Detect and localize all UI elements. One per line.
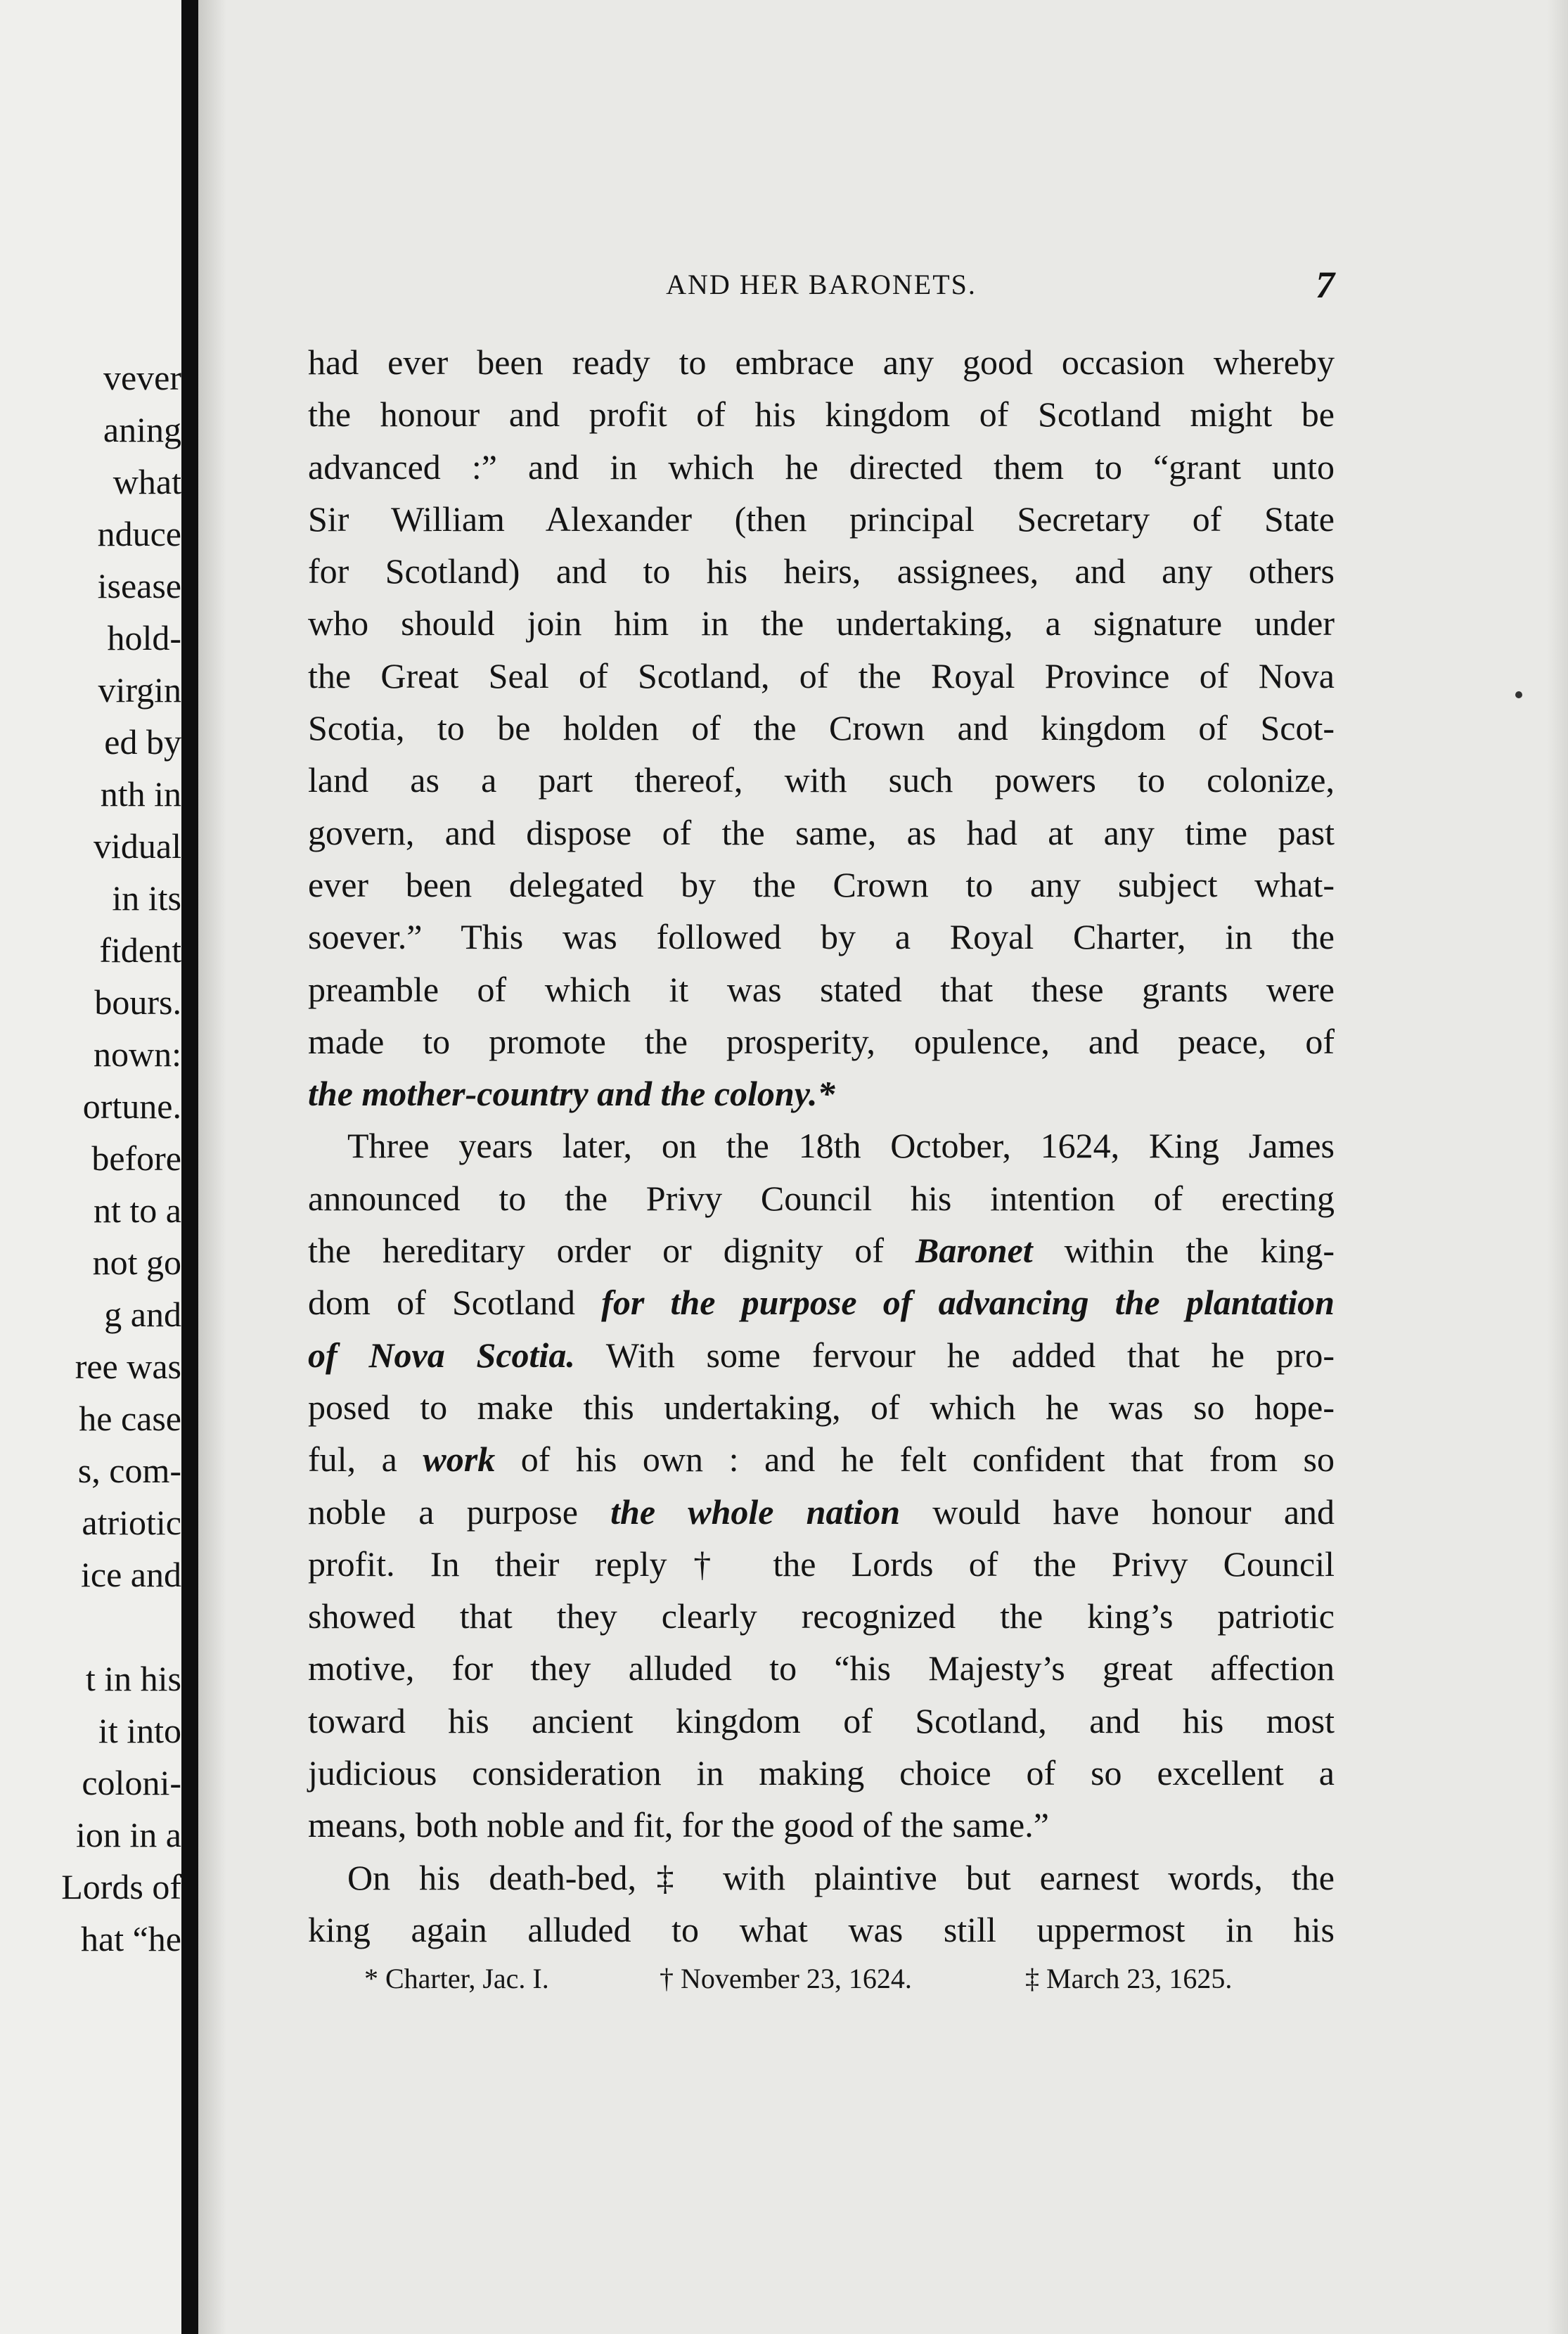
footnote-charter: * Charter, Jac. I. bbox=[364, 1963, 549, 1994]
facing-page-line: bours. bbox=[94, 982, 181, 1022]
text-line: the Great Seal of Scotland, of the Royal Province of Nova bbox=[308, 655, 1335, 695]
page-body bbox=[308, 336, 1335, 1956]
gutter-shadow bbox=[198, 0, 226, 2334]
facing-page-line: fident bbox=[99, 930, 181, 970]
book-gutter bbox=[181, 0, 198, 2334]
italic-phrase: the whole nation bbox=[610, 1492, 901, 1532]
page-speck bbox=[1515, 691, 1522, 698]
facing-page-line: g and bbox=[104, 1295, 181, 1334]
italic-phrase: of Nova Scotia. bbox=[308, 1335, 575, 1375]
text-run: With some fervour he added that he pro- bbox=[574, 1335, 1335, 1375]
facing-page-line: nduce bbox=[97, 514, 181, 553]
facing-page-line: coloni- bbox=[82, 1763, 181, 1802]
italic-phrase: work bbox=[423, 1439, 496, 1480]
facing-page-line: virgin bbox=[98, 670, 181, 710]
text-line: for Scotland) and to his heirs, assignees, and any others bbox=[308, 551, 1335, 591]
facing-page-line: nt to a bbox=[94, 1191, 181, 1230]
text-line: had ever been ready to embrace any good occasion whereby bbox=[308, 342, 1335, 382]
facing-page-line: aning bbox=[103, 410, 181, 449]
footnote-november: † November 23, 1624. bbox=[660, 1963, 912, 1994]
facing-page-line: ortune. bbox=[82, 1086, 181, 1126]
facing-page-line: isease bbox=[97, 566, 181, 605]
text-line: Scotia, to be holden of the Crown and kingdom of Scot- bbox=[308, 708, 1335, 748]
text-run: the hereditary order or dignity of bbox=[308, 1231, 915, 1271]
text-line: preamble of which it was stated that these grants were bbox=[308, 969, 1335, 1009]
text-line: ever been delegated by the Crown to any subject what- bbox=[308, 864, 1335, 904]
text-run: would have honour and bbox=[900, 1492, 1335, 1532]
paragraph-3 bbox=[308, 1852, 1335, 1956]
facing-page-line: it into bbox=[98, 1711, 181, 1750]
text-line: the honour and profit of his kingdom of Scotland might be bbox=[308, 395, 1335, 435]
text-line bbox=[308, 1224, 1335, 1276]
italic-phrase: the mother-country and the colony. bbox=[308, 1074, 818, 1114]
text-run: of his own : and he felt confident that from so bbox=[495, 1439, 1335, 1480]
text-run: noble a purpose bbox=[308, 1492, 611, 1532]
facing-page-line: atriotic bbox=[82, 1503, 181, 1542]
text-line bbox=[308, 1433, 1335, 1485]
text-line: who should join him in the undertaking, a signature under bbox=[308, 603, 1335, 643]
text-line: announced to the Privy Council his intention of erecting bbox=[308, 1178, 1335, 1218]
page-edge bbox=[1547, 0, 1568, 2334]
text-line: judicious consideration in making choice of so excellent a bbox=[308, 1753, 1335, 1793]
facing-page-line: ree was bbox=[75, 1347, 181, 1386]
facing-page-line: t in his bbox=[85, 1659, 181, 1698]
facing-page-line: nth in bbox=[100, 774, 181, 814]
text-line bbox=[308, 1486, 1335, 1538]
text-line bbox=[308, 1329, 1335, 1381]
text-run: within the king- bbox=[1032, 1231, 1335, 1271]
facing-page-line: not go bbox=[92, 1243, 181, 1282]
text-line bbox=[308, 1276, 1335, 1328]
text-line: profit. In their reply† the Lords of the Privy Council bbox=[308, 1544, 1335, 1584]
facing-page-line: in its bbox=[112, 878, 181, 918]
running-head bbox=[308, 257, 1335, 313]
facing-page-line: nown: bbox=[94, 1034, 181, 1074]
text-line: advanced :” and in which he directed them to “grant unto bbox=[308, 447, 1335, 487]
text-line: made to promote the prosperity, opulence, and peace, of bbox=[308, 1021, 1335, 1061]
text-line: toward his ancient kingdom of Scotland, and his most bbox=[308, 1700, 1335, 1740]
footnote-mark: * bbox=[817, 1074, 835, 1114]
text-line: Three years later, on the 18th October, 1624, King James bbox=[347, 1126, 1335, 1166]
facing-page-line: he case bbox=[79, 1399, 181, 1438]
footnotes bbox=[308, 1958, 1335, 2000]
facing-page-line: what bbox=[113, 462, 181, 501]
text-line: posed to make this undertaking, of which he was so hope- bbox=[308, 1387, 1335, 1427]
facing-page-line: Lords of bbox=[61, 1867, 181, 1906]
text-line: land as a part thereof, with such powers to colonize, bbox=[308, 760, 1335, 800]
text-line: means, both noble and fit, for the good of the same.” bbox=[308, 1805, 1049, 1845]
facing-page-line: vidual bbox=[94, 826, 181, 866]
running-title: AND HER BARONETS. bbox=[666, 269, 977, 300]
paragraph-1 bbox=[308, 336, 1335, 1120]
paragraph-2 bbox=[308, 1120, 1335, 1851]
facing-page-line: hat “he bbox=[81, 1919, 181, 1958]
text-line: soever.” This was followed by a Royal Charter, in the bbox=[308, 917, 1335, 957]
text-run: dom of Scotland bbox=[308, 1283, 602, 1323]
facing-page-line: before bbox=[91, 1139, 181, 1178]
facing-page-fragment bbox=[0, 0, 181, 2334]
facing-page-line: ed by bbox=[104, 722, 181, 762]
text-line: Sir William Alexander (then principal Secretary of State bbox=[308, 499, 1335, 539]
facing-page-line: ion in a bbox=[76, 1815, 181, 1854]
italic-phrase: for the purpose of advancing the plantation bbox=[601, 1283, 1335, 1323]
facing-page-line: hold- bbox=[107, 618, 181, 658]
text-line: showed that they clearly recognized the king’s patriotic bbox=[308, 1596, 1335, 1636]
facing-page-line: ice and bbox=[81, 1555, 181, 1594]
facing-page-line: s, com- bbox=[77, 1451, 181, 1490]
text-line: On his death-bed,‡ with plaintive but earnest words, the bbox=[347, 1857, 1335, 1897]
text-line: king again alluded to what was still uppermost in his bbox=[308, 1909, 1335, 1949]
facing-page-line: vever bbox=[103, 358, 181, 397]
footnote-march: ‡ March 23, 1625. bbox=[1025, 1963, 1233, 1994]
text-line: motive, for they alluded to “his Majesty’s great affection bbox=[308, 1648, 1335, 1688]
text-run: ful, a bbox=[308, 1439, 423, 1480]
italic-phrase: Baronet bbox=[915, 1231, 1033, 1271]
text-line bbox=[308, 1067, 1335, 1120]
text-line: govern, and dispose of the same, as had at any time past bbox=[308, 812, 1335, 852]
page-number: 7 bbox=[1316, 264, 1335, 306]
